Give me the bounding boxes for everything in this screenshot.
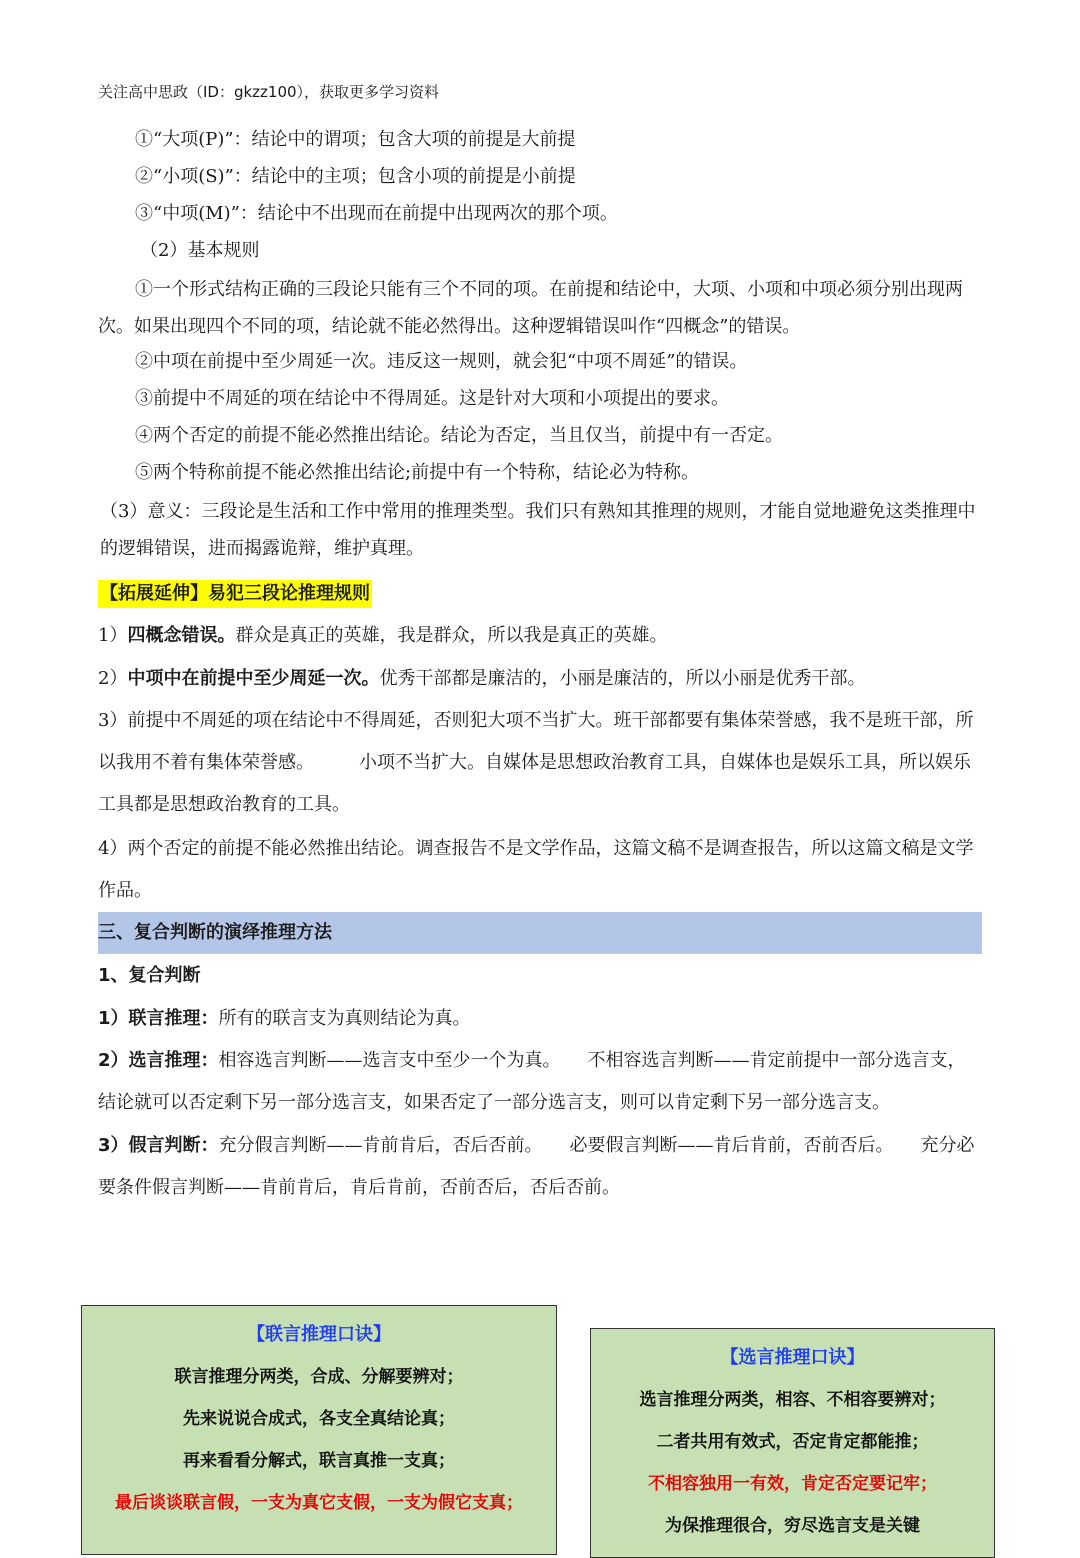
box-title: 【联言推理口诀】 (247, 1324, 391, 1345)
box-line: 选言推理分两类，相容、不相容要辨对； (639, 1390, 946, 1410)
compound-item-2: 2）选言推理：相容选言判断——选言支中至少一个为真。 不相容选言判断——肯定前提中一部分选言支，结论就可以否定剩下另一部分选言支，如果否定了一部分选言支，则可以肯定剩下另一部分选言支。 (98, 1050, 966, 1113)
section3-title: 三、复合判断的演绎推理方法 (98, 912, 982, 954)
rule-1: ①一个形式结构正确的三段论只能有三个不同的项。在前提和结论中，大项、小项和中项必须分别出现两次。如果出现四个不同的项，结论就不能必然得出。这种逻辑错误叫作“四概念”的错误。 (98, 279, 963, 337)
rule-3: ③前提中不周延的项在结论中不得周延。这是针对大项和小项提出的要求。 (135, 388, 729, 409)
box-line: 联言推理分两类，合成、分解要辨对； (174, 1367, 464, 1387)
extension-item-bold: 四概念错误。 (127, 625, 236, 646)
extension-title: 【拓展延伸】易犯三段论推理规则 (98, 580, 372, 608)
section3-subheading: 1、复合判断 (98, 965, 201, 986)
disjunctive-mnemonic-box (590, 1328, 995, 1558)
rules-heading: （2）基本规则 (140, 240, 260, 261)
box-line-red: 最后谈谈联言假，一支为真它支假，一支为假它支真； (115, 1493, 523, 1513)
term-major: ①“大项(P)”：结论中的谓项；包含大项的前提是大前提 (135, 129, 576, 150)
box-line-cut: 为保推理很合，穷尽选言支是关键 (665, 1516, 920, 1536)
box-line: 二者共用有效式，否定肯定都能推； (656, 1432, 929, 1452)
extension-item-1: 1）四概念错误。群众是真正的英雄，我是群众，所以我是真正的英雄。 (98, 625, 668, 646)
compound-item-1: 1）联言推理：所有的联言支为真则结论为真。 (98, 1008, 471, 1029)
box-line: 先来说说合成式，各支全真结论真； (183, 1409, 455, 1429)
term-middle: ③“中项(M)”：结论中不出现而在前提中出现两次的那个项。 (135, 203, 618, 224)
conjunctive-mnemonic-box (81, 1305, 557, 1555)
compound-item-3: 3）假言判断：充分假言判断——肯前肯后，否后否前。 必要假言判断——肯后肯前，否前否后。 充分必要条件假言判断——肯前肯后，肯后肯前，否前否后，否后否前。 (98, 1135, 975, 1198)
extension-item-3: 3）前提中不周延的项在结论中不得周延，否则犯大项不当扩大。班干部都要有集体荣誉感，我不是班干部，所以我用不着有集体荣誉感。 小项不当扩大。自媒体是思想政治教育工具，自媒体也是娱乐工具，所以娱乐工具都是思想政治教育的工具。 (98, 710, 974, 815)
box-line-red: 不相容独用一有效，肯定否定要记牢； (648, 1474, 937, 1494)
extension-item-2: 2）中项中在前提中至少周延一次。优秀干部都是廉洁的，小丽是廉洁的，所以小丽是优秀干部。 (98, 668, 866, 689)
extension-item-bold: 中项中在前提中至少周延一次。 (127, 668, 380, 689)
rule-4: ④两个否定的前提不能必然推出结论。结论为否定，当且仅当，前提中有一否定。 (135, 425, 783, 446)
meaning-paragraph: （3）意义：三段论是生活和工作中常用的推理类型。我们只有熟知其推理的规则，才能自觉地避免这类推理中的逻辑错误，进而揭露诡辩，维护真理。 (100, 501, 976, 559)
rule-2: ②中项在前提中至少周延一次。违反这一规则，就会犯“中项不周延”的错误。 (135, 351, 748, 372)
box-line: 再来看看分解式，联言真推一支真； (183, 1451, 455, 1471)
rule-5: ⑤两个特称前提不能必然推出结论;前提中有一个特称，结论必为特称。 (135, 462, 700, 483)
box-title: 【选言推理口诀】 (720, 1347, 865, 1368)
extension-item-4: 4）两个否定的前提不能必然推出结论。调查报告不是文学作品，这篇文稿不是调查报告，所以这篇文稿是文学作品。 (98, 838, 974, 901)
header-note: 关注高中思政（ID：gkzz100），获取更多学习资料 (98, 83, 440, 101)
term-minor: ②“小项(S)”：结论中的主项；包含小项的前提是小前提 (135, 166, 576, 187)
